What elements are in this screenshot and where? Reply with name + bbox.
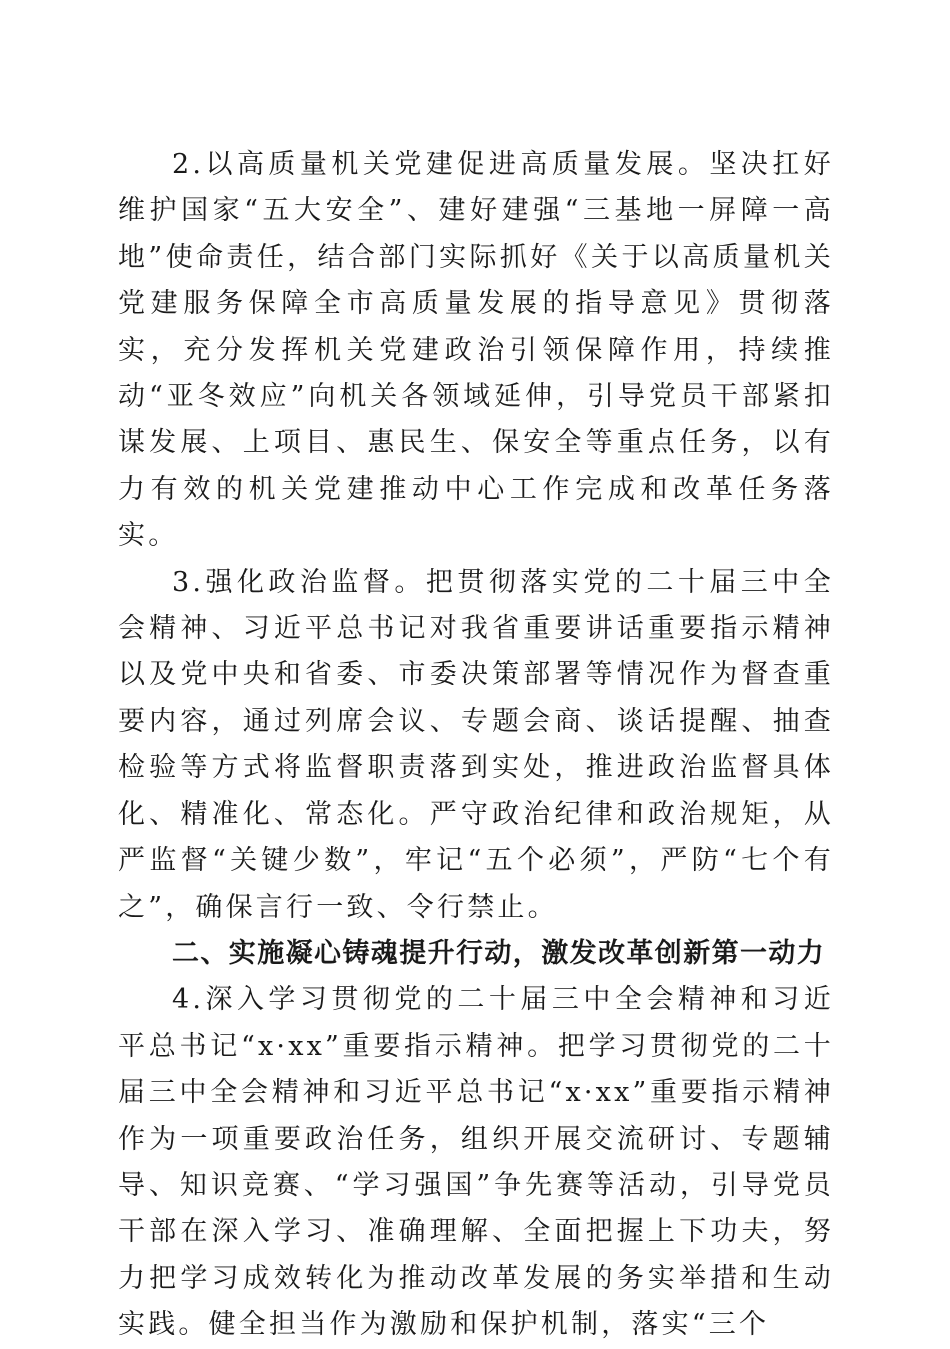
paragraph-2: 2.以高质量机关党建促进高质量发展。坚决扛好维护国家“五大安全”、建好建强“三基地一屏障一高地”使命责任，结合部门实际抓好《关于以高质量机关党建服务保障全市高质量发展的指导意见》贯彻落实，充分发挥机关党建政治引领保障作用，持续推动“亚冬效应”向机关各领域延伸，引导党员干部紧扣谋发展、上项目、惠民生、保安全等重点任务，以有力有效的机关党建推动中心工作完成和改革任务落实。 bbox=[118, 149, 834, 552]
paragraph-4: 4.深入学习贯彻党的二十届三中全会精神和习近平总书记“x·xx”重要指示精神。把学习贯彻党的二十届三中全会精神和习近平总书记“x·xx”重要指示精神作为一项重要政治任务，组织开展交流研讨、专题辅导、知识竞赛、“学习强国”争先赛等活动，引导党员干部在深入学习、准确理解、全面把握上下功夫，努力把学习成效转化为推动改革发展的务实举措和生动实践。健全担当作为激励和保护机制，落实“三个 bbox=[118, 984, 834, 1341]
section-heading: 二、实施凝心铸魂提升行动，激发改革创新第一动力 bbox=[172, 937, 826, 969]
paragraph-3: 3.强化政治监督。把贯彻落实党的二十届三中全会精神、习近平总书记对我省重要讲话重要指示精神以及党中央和省委、市委决策部署等情况作为督查重要内容，通过列席会议、专题会商、谈话提醒、抽查检验等方式将监督职责落到实处，推进政治监督具体化、精准化、常态化。严守政治纪律和政治规矩，从严监督“关键少数”，牢记“五个必须”，严防“七个有之”，确保言行一致、令行禁止。 bbox=[118, 566, 834, 923]
document-body bbox=[118, 142, 834, 1349]
